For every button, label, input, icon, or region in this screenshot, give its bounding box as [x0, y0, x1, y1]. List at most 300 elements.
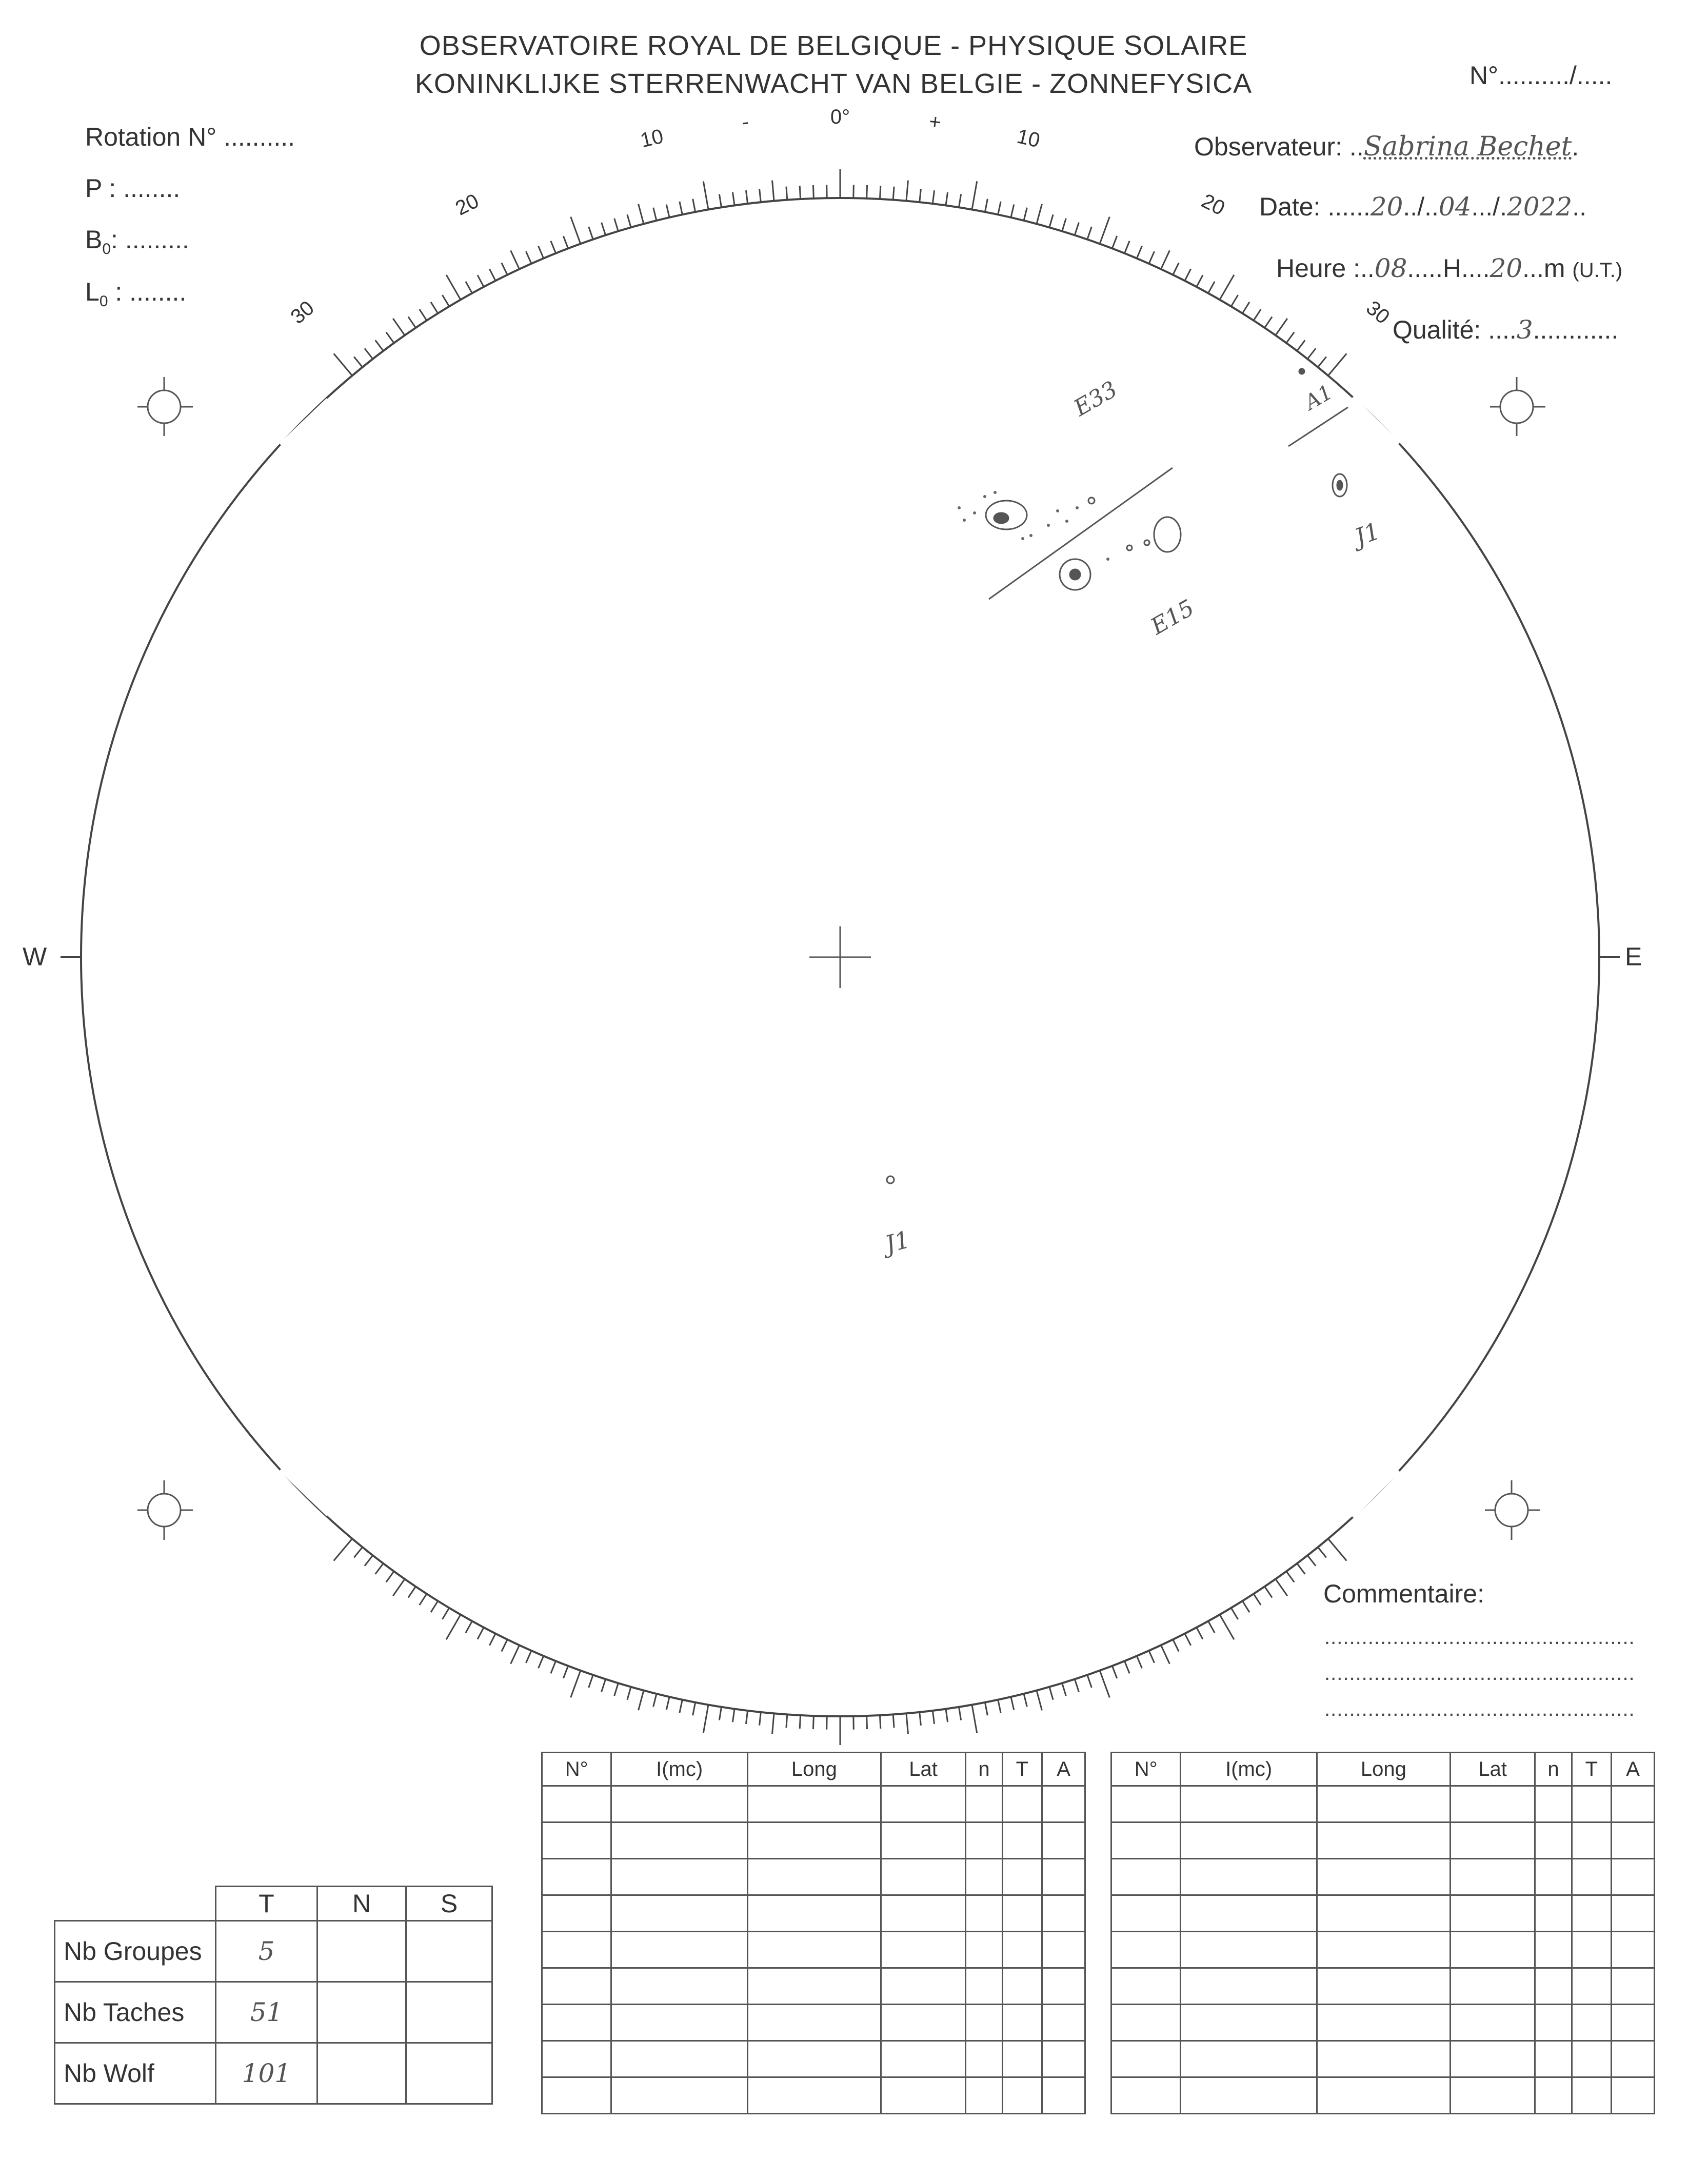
obs-cell[interactable]	[881, 1968, 966, 2005]
obs-cell[interactable]	[1612, 2041, 1655, 2077]
obs-cell[interactable]	[1450, 2077, 1535, 2114]
east-label: E	[1625, 942, 1642, 971]
scale-tick	[502, 1639, 507, 1651]
obs-cell[interactable]	[1002, 1859, 1042, 1895]
scale-tick	[489, 1634, 495, 1646]
obs-cell[interactable]	[1612, 1786, 1655, 1823]
summary-header-t: T	[216, 1887, 317, 1921]
comment-label: Commentaire:	[1323, 1579, 1484, 1608]
scale-tick	[1254, 1594, 1261, 1605]
obs-cell[interactable]	[1042, 2005, 1085, 2041]
scale-tick	[375, 1563, 384, 1574]
scale-tick	[1208, 1621, 1215, 1633]
obs-cell[interactable]	[1042, 1895, 1085, 1932]
scale-tick	[408, 1587, 416, 1598]
scale-tick	[1037, 204, 1042, 224]
obs-cell[interactable]	[1612, 1823, 1655, 1859]
summary-table	[54, 1886, 493, 2105]
obs-cell[interactable]	[1535, 2077, 1572, 2114]
scale-tick	[446, 275, 461, 300]
obs-cell[interactable]	[1535, 1895, 1572, 1932]
obs-cell[interactable]	[1450, 2005, 1535, 2041]
summary-cell-spots-n[interactable]	[317, 1982, 406, 2043]
scale-label: 20	[451, 189, 483, 220]
obs-cell[interactable]	[611, 1823, 748, 1859]
quality-dots-a: ....	[1488, 315, 1517, 344]
scale-tick	[1265, 1587, 1273, 1598]
obs-cell[interactable]	[1317, 1968, 1450, 2005]
time-m: m	[1543, 254, 1565, 283]
obs-cell[interactable]	[1317, 2005, 1450, 2041]
obs-cell[interactable]	[1002, 1895, 1042, 1932]
obs-cell[interactable]	[1317, 2041, 1450, 2077]
obs-cell[interactable]	[1612, 1895, 1655, 1932]
scale-tick	[627, 214, 631, 227]
obs-cell[interactable]	[1317, 1786, 1450, 1823]
disk-gap-nw	[281, 400, 328, 445]
obs-cell[interactable]	[1002, 2005, 1042, 2041]
obs-cell[interactable]	[966, 2077, 1002, 2114]
obs-cell[interactable]	[1572, 1968, 1611, 2005]
summary-cell-spots-t[interactable]: 51	[216, 1982, 317, 2043]
date-dots-c: .../.	[1471, 192, 1507, 221]
scale-tick	[732, 192, 734, 206]
obs-cell[interactable]	[542, 1932, 611, 1968]
obs-cell[interactable]	[1042, 1859, 1085, 1895]
obs-cell[interactable]	[1111, 2041, 1181, 2077]
quality-dots-b: ............	[1533, 315, 1619, 344]
obs-cell[interactable]	[611, 1968, 748, 2005]
obs-cell[interactable]	[1450, 2041, 1535, 2077]
sunspot-e33-core	[994, 513, 1008, 523]
obs-cell[interactable]	[966, 2005, 1002, 2041]
obs-cell[interactable]	[542, 1895, 611, 1932]
obs-cell[interactable]	[1450, 1823, 1535, 1859]
b0-dots: : .........	[111, 225, 189, 254]
table-row	[1111, 1786, 1655, 1823]
obs-cell[interactable]	[966, 1895, 1002, 1932]
scale-tick	[1328, 1539, 1346, 1561]
obs-cell[interactable]	[881, 2077, 966, 2114]
scale-tick	[653, 208, 657, 221]
scale-tick	[1318, 1547, 1326, 1557]
time-h: H	[1442, 254, 1461, 283]
obs-cell[interactable]	[1002, 2041, 1042, 2077]
scale-tick	[1286, 332, 1294, 343]
scale-tick	[571, 1671, 581, 1698]
obs-cell[interactable]	[1181, 2041, 1317, 2077]
scale-tick	[932, 190, 934, 204]
scale-tick	[365, 1555, 373, 1566]
scale-tick	[466, 282, 472, 293]
scale-tick	[1024, 208, 1027, 221]
comment-line-2[interactable]: ..................................................	[1324, 1662, 1635, 1685]
obs-cell[interactable]	[1572, 1932, 1611, 1968]
scale-tick	[946, 192, 948, 206]
registration-mark-se	[1485, 1480, 1540, 1540]
obs-cell[interactable]	[1002, 2077, 1042, 2114]
scale-tick	[1231, 295, 1238, 306]
time-dots-d: ...	[1522, 254, 1544, 283]
obs-cell[interactable]	[1111, 1932, 1181, 1968]
scale-tick	[511, 250, 520, 269]
obs-cell[interactable]	[747, 2077, 881, 2114]
table-row	[542, 2077, 1085, 2114]
obs-cell[interactable]	[542, 2005, 611, 2041]
scale-label: -	[741, 110, 750, 134]
obs-cell[interactable]	[881, 2041, 966, 2077]
obs-cell[interactable]	[1572, 2041, 1611, 2077]
scale-tick	[1276, 319, 1287, 335]
obs-cell[interactable]	[881, 1786, 966, 1823]
scale-tick	[1276, 1579, 1287, 1596]
scale-tick	[959, 194, 961, 208]
obs-cell[interactable]	[1612, 2077, 1655, 2114]
obs-cell[interactable]	[1111, 2077, 1181, 2114]
obs-cell[interactable]	[1535, 1786, 1572, 1823]
obs-cell[interactable]	[747, 1932, 881, 1968]
obs-cell[interactable]	[1042, 1968, 1085, 2005]
sunspot-j1-center	[887, 1176, 894, 1183]
obs-cell[interactable]	[881, 2005, 966, 2041]
scale-tick	[666, 205, 669, 217]
obs-cell[interactable]	[1042, 2041, 1085, 2077]
scale-tick	[1231, 1608, 1238, 1619]
summary-cell-wolf-n[interactable]	[317, 2043, 406, 2104]
obs-cell[interactable]	[1317, 1932, 1450, 1968]
obs-cell[interactable]	[1450, 1932, 1535, 1968]
scale-tick	[1297, 1563, 1305, 1574]
obs-header-cell: N°	[542, 1753, 611, 1786]
obs-cell[interactable]	[542, 2077, 611, 2114]
scale-tick	[1049, 1687, 1053, 1700]
obs-cell[interactable]	[1317, 1895, 1450, 1932]
summary-cell-wolf-t[interactable]: 101	[216, 2043, 317, 2104]
obs-cell[interactable]	[1572, 2077, 1611, 2114]
obs-cell[interactable]	[1450, 1895, 1535, 1932]
scale-tick	[1112, 236, 1117, 248]
scale-tick	[1049, 214, 1053, 227]
date-day: 20	[1370, 192, 1403, 222]
obs-cell[interactable]	[747, 1895, 881, 1932]
table-row	[542, 1932, 1085, 1968]
comment-line-3[interactable]: ..................................................	[1324, 1698, 1635, 1720]
obs-cell[interactable]	[1111, 1859, 1181, 1895]
scale-tick	[1286, 1571, 1294, 1582]
scale-tick	[1124, 241, 1129, 253]
obs-header-cell: Lat	[1450, 1753, 1535, 1786]
scale-tick	[932, 1711, 934, 1724]
obs-cell[interactable]	[1535, 1968, 1572, 2005]
obs-cell[interactable]	[1450, 1968, 1535, 2005]
obs-cell[interactable]	[1181, 2077, 1317, 2114]
scale-tick	[1242, 302, 1249, 313]
obs-cell[interactable]	[1111, 1968, 1181, 2005]
comment-line-1[interactable]: ..................................................	[1324, 1626, 1635, 1649]
scale-tick	[1087, 1675, 1091, 1688]
obs-cell[interactable]	[542, 1968, 611, 2005]
scale-tick	[719, 1707, 721, 1720]
table-row	[1111, 2005, 1655, 2041]
obs-cell[interactable]	[747, 2041, 881, 2077]
obs-cell[interactable]	[1181, 1932, 1317, 1968]
scale-tick	[466, 1621, 472, 1633]
scale-tick	[972, 1705, 977, 1733]
obs-cell[interactable]	[542, 1823, 611, 1859]
sunspot-sketches	[887, 369, 1348, 1183]
scale-tick	[772, 1713, 774, 1734]
quality-label: Qualité:	[1393, 315, 1481, 344]
obs-cell[interactable]	[1535, 2005, 1572, 2041]
time-minute: 20	[1489, 253, 1523, 283]
scale-tick	[442, 295, 449, 306]
obs-cell[interactable]	[1317, 1823, 1450, 1859]
obs-cell[interactable]	[1002, 1786, 1042, 1823]
summary-corner	[55, 1887, 216, 1921]
scale-tick	[1062, 219, 1066, 231]
time-dots-b: .....	[1407, 254, 1443, 283]
summary-row-label: Nb Groupes	[55, 1921, 216, 1982]
obs-cell[interactable]	[1572, 2005, 1611, 2041]
obs-cell[interactable]	[1572, 1786, 1611, 1823]
annotation-j1-center: J1	[882, 1225, 913, 1259]
scale-tick	[1173, 263, 1179, 274]
table-row	[1111, 2077, 1655, 2114]
observer-value: Sabrina Bechet	[1363, 131, 1572, 162]
scale-tick	[893, 187, 894, 200]
obs-cell[interactable]	[611, 1895, 748, 1932]
scale-tick	[998, 1700, 1001, 1713]
scale-label: 10	[1015, 125, 1042, 152]
date-dots-a: ......	[1327, 192, 1371, 221]
obs-cell[interactable]	[1042, 1932, 1085, 1968]
scale-tick	[420, 1594, 427, 1605]
summary-cell-groups-s[interactable]	[406, 1921, 492, 1982]
obs-cell[interactable]	[1572, 1859, 1611, 1895]
scale-tick	[1208, 282, 1215, 293]
obs-cell[interactable]	[1612, 1968, 1655, 2005]
obs-cell[interactable]	[1002, 1968, 1042, 2005]
obs-cell[interactable]	[1181, 1968, 1317, 2005]
disk-gap-se	[1352, 1470, 1398, 1516]
obs-cell[interactable]	[1572, 1895, 1611, 1932]
obs-cell[interactable]	[1317, 2077, 1450, 2114]
obs-header-cell: Long	[747, 1753, 881, 1786]
summary-cell-spots-s[interactable]	[406, 1982, 492, 2043]
scale-tick	[431, 302, 438, 313]
scale-label: +	[927, 110, 942, 134]
annotation-e15: E15	[1146, 595, 1199, 640]
registration-mark-sw	[137, 1480, 193, 1540]
obs-cell[interactable]	[611, 1859, 748, 1895]
title-dutch: KONINKLIJKE STERRENWACHT VAN BELGIE - ZONNEFYSICA	[414, 68, 1253, 99]
obs-cell[interactable]	[1450, 1859, 1535, 1895]
scale-tick	[680, 202, 682, 214]
obs-cell[interactable]	[1111, 1823, 1181, 1859]
obs-cell[interactable]	[1181, 1786, 1317, 1823]
sheet-number-field[interactable]: N°........../.....	[1469, 61, 1613, 90]
l0-label: L	[85, 278, 100, 306]
pore-speckles	[958, 491, 1109, 561]
scale-tick	[386, 332, 394, 343]
scale-tick	[1254, 309, 1261, 321]
obs-cell[interactable]	[1042, 1823, 1085, 1859]
scale-tick	[602, 1679, 606, 1692]
obs-cell[interactable]	[1450, 1786, 1535, 1823]
obs-cell[interactable]	[881, 1859, 966, 1895]
scale-tick	[1297, 340, 1305, 351]
obs-cell[interactable]	[966, 1932, 1002, 1968]
summary-cell-groups-t[interactable]: 5	[216, 1921, 317, 1982]
scale-tick	[746, 190, 747, 204]
scale-tick	[354, 357, 362, 367]
obs-cell[interactable]	[1612, 2005, 1655, 2041]
obs-cell[interactable]	[1181, 1859, 1317, 1895]
obs-cell[interactable]	[1002, 1932, 1042, 1968]
obs-cell[interactable]	[611, 2077, 748, 2114]
obs-cell[interactable]	[542, 1786, 611, 1823]
scale-tick	[478, 275, 484, 287]
scale-tick	[680, 1700, 682, 1713]
l0-dots: : ........	[108, 278, 187, 306]
scale-tick	[906, 181, 908, 201]
scale-tick	[386, 1571, 394, 1582]
annotation-j1-ne: J1	[1351, 517, 1384, 551]
scale-tick	[1161, 1645, 1169, 1663]
obs-cell[interactable]	[1317, 1859, 1450, 1895]
scale-tick	[985, 199, 987, 212]
spot-dot-1	[1088, 498, 1095, 504]
obs-cell[interactable]	[747, 2005, 881, 2041]
obs-cell[interactable]	[747, 1823, 881, 1859]
obs-cell[interactable]	[1042, 1786, 1085, 1823]
summary-header-s: S	[406, 1887, 492, 1921]
scale-tick	[393, 319, 405, 335]
obs-cell[interactable]	[611, 2041, 748, 2077]
obs-header-cell: n	[1535, 1753, 1572, 1786]
obs-cell[interactable]	[542, 1859, 611, 1895]
obs-cell[interactable]	[1181, 1823, 1317, 1859]
scale-tick	[1075, 223, 1079, 235]
obs-cell[interactable]	[1535, 2041, 1572, 2077]
scale-tick	[920, 1712, 921, 1726]
obs-cell[interactable]	[1111, 2005, 1181, 2041]
obs-cell[interactable]	[1111, 1895, 1181, 1932]
obs-cell[interactable]	[1612, 1932, 1655, 1968]
obs-cell[interactable]	[747, 1786, 881, 1823]
obs-cell[interactable]	[1535, 1859, 1572, 1895]
obs-cell[interactable]	[881, 1932, 966, 1968]
table-row	[542, 1786, 1085, 1823]
scale-tick	[1265, 316, 1273, 328]
spot-dot-3	[1127, 545, 1132, 550]
scale-tick	[703, 1705, 708, 1733]
obs-cell[interactable]	[747, 1968, 881, 2005]
scale-tick	[551, 241, 556, 253]
scale-tick	[719, 194, 721, 208]
obs-cell[interactable]	[1042, 2077, 1085, 2114]
time-hour: 08	[1374, 253, 1407, 283]
scale-tick	[1011, 205, 1014, 217]
scale-tick	[1307, 348, 1316, 359]
obs-cell[interactable]	[966, 1968, 1002, 2005]
solar-disk	[61, 198, 1623, 1716]
summary-cell-wolf-s[interactable]	[406, 2043, 492, 2104]
scale-tick	[420, 309, 427, 321]
obs-cell[interactable]	[1572, 1823, 1611, 1859]
obs-cell[interactable]	[1181, 1895, 1317, 1932]
obs-header-cell: N°	[1111, 1753, 1181, 1786]
obs-cell[interactable]	[966, 1823, 1002, 1859]
summary-cell-groups-n[interactable]	[317, 1921, 406, 1982]
scale-tick	[526, 1651, 531, 1663]
obs-cell[interactable]	[542, 2041, 611, 2077]
obs-cell[interactable]	[611, 2005, 748, 2041]
scale-tick	[1220, 1615, 1234, 1639]
sunspot-a1-core	[1337, 481, 1342, 490]
scale-tick	[563, 1666, 568, 1678]
obs-cell[interactable]	[611, 1786, 748, 1823]
scale-tick	[946, 1709, 948, 1722]
scale-tick	[1328, 353, 1346, 375]
scale-tick	[1185, 1634, 1191, 1646]
obs-cell[interactable]	[1535, 1823, 1572, 1859]
scale-tick	[1100, 217, 1109, 244]
scale-tick	[998, 202, 1001, 214]
p-field[interactable]: P : ........	[85, 174, 181, 203]
table-row	[542, 1895, 1085, 1932]
scale-tick	[539, 1656, 544, 1668]
scale-tick	[906, 1713, 908, 1734]
obs-cell[interactable]	[966, 1786, 1002, 1823]
obs-cell[interactable]	[881, 1895, 966, 1932]
rotation-field[interactable]: Rotation N° ..........	[85, 123, 295, 151]
obs-cell[interactable]	[1535, 1932, 1572, 1968]
obs-cell[interactable]	[1612, 1859, 1655, 1895]
b0-subscript: 0	[102, 241, 111, 257]
obs-cell[interactable]	[966, 1859, 1002, 1895]
obs-cell[interactable]	[1181, 2005, 1317, 2041]
obs-header-cell: Long	[1317, 1753, 1450, 1786]
scale-tick	[693, 1702, 696, 1716]
scale-label: 10	[638, 125, 666, 152]
scale-tick	[732, 1709, 734, 1722]
obs-cell[interactable]	[1111, 1786, 1181, 1823]
scale-tick	[1137, 246, 1142, 259]
scale-tick	[1124, 1661, 1129, 1673]
group-divider-line-e	[989, 468, 1173, 599]
scale-tick	[1062, 1683, 1066, 1696]
obs-cell[interactable]	[1002, 1823, 1042, 1859]
scale-tick	[571, 217, 581, 244]
obs-cell[interactable]	[881, 1823, 966, 1859]
time-label: Heure :	[1276, 254, 1360, 283]
obs-cell[interactable]	[611, 1932, 748, 1968]
table-row	[542, 2041, 1085, 2077]
obs-cell[interactable]	[747, 1859, 881, 1895]
scale-tick	[985, 1702, 987, 1716]
time-ut: (U.T.)	[1572, 259, 1623, 282]
scale-tick	[334, 353, 352, 375]
scale-tick	[1149, 1651, 1155, 1663]
table-row	[1111, 1932, 1655, 1968]
scale-tick	[393, 1579, 405, 1596]
scale-tick	[489, 269, 495, 281]
scale-tick	[334, 1539, 352, 1561]
obs-cell[interactable]	[966, 2041, 1002, 2077]
obs-header-cell: Lat	[881, 1753, 966, 1786]
scale-tick	[639, 1691, 644, 1711]
